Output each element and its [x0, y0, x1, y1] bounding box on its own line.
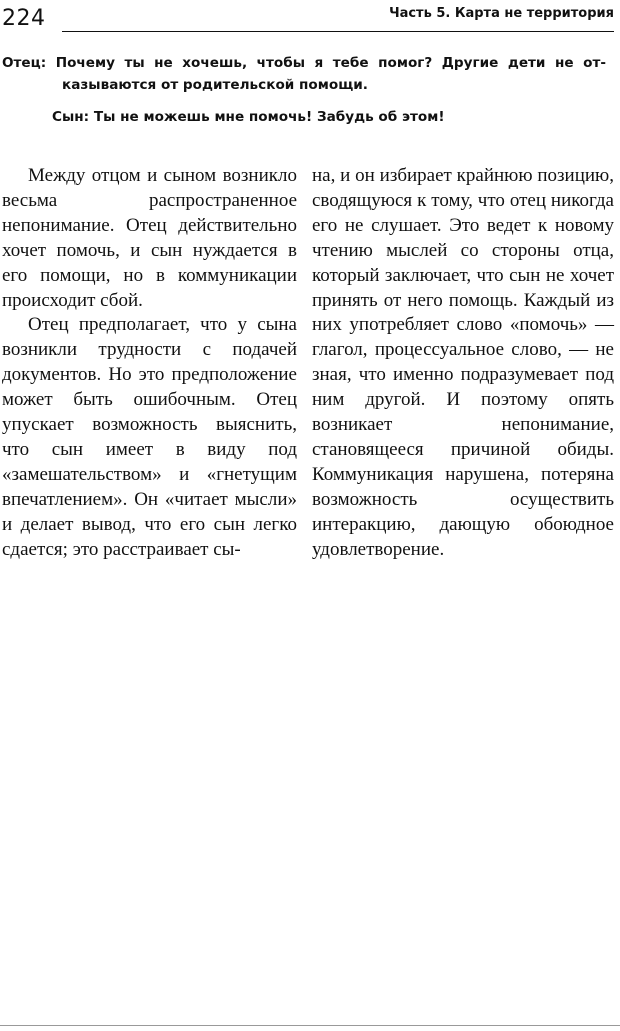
left-column — [2, 164, 297, 563]
dialogue-text-son: Ты не можешь мне помочь! Забудь об этом! — [89, 109, 445, 125]
dialogue-block — [2, 52, 620, 138]
dialogue-line-son — [2, 106, 620, 128]
page-number: 224 — [2, 6, 46, 31]
dialogue-text-father: Почему ты не хочешь, чтобы я тебе помог? Другие дети не отказываются от родительской помощи. — [46, 55, 606, 93]
body-columns — [0, 164, 620, 564]
paragraph: Отец предполагает, что у сына возникли трудности с подачей документов. Но это предположение может быть ошибочным. Отец упускает возможность выяснить, что сын имеет в виду под «замешательством» и «гнетущим впечатлением». Он «читает мысли» и делает вывод, что его сын легко сдается; это расстраивает сы- — [2, 314, 297, 560]
right-column — [312, 164, 614, 563]
footer-rule — [0, 1025, 620, 1026]
paragraph: Между отцом и сыном возникло весьма распространенное непонимание. Отец действительно хочет помочь, и сын нуждается в его помощи, но в коммуникации происходит сбой. — [2, 165, 297, 311]
page-header — [0, 0, 620, 36]
speaker-father: Отец: — [2, 55, 47, 71]
header-rule — [62, 31, 614, 32]
running-head: Часть 5. Карта не территория — [389, 6, 614, 21]
dialogue-line-father — [2, 52, 606, 96]
paragraph: на, и он избирает крайнюю позицию, сводящуюся к тому, что отец никогда его не слушает. Это ведет к новому чтению мыслей со стороны отца, который заключает, что сын не хочет принять от него помощь. Каждый из них употребляет слово «помочь» — глагол, процессуальное слово, — не зная, что именно подразумевает под ним другой. И поэтому опять возникает непонимание, становящееся причиной обиды. Коммуникация нарушена, потеряна возможность осуществить интеракцию, дающую обоюдное удовлетворение. — [312, 165, 614, 560]
speaker-son: Сын: — [52, 109, 90, 125]
